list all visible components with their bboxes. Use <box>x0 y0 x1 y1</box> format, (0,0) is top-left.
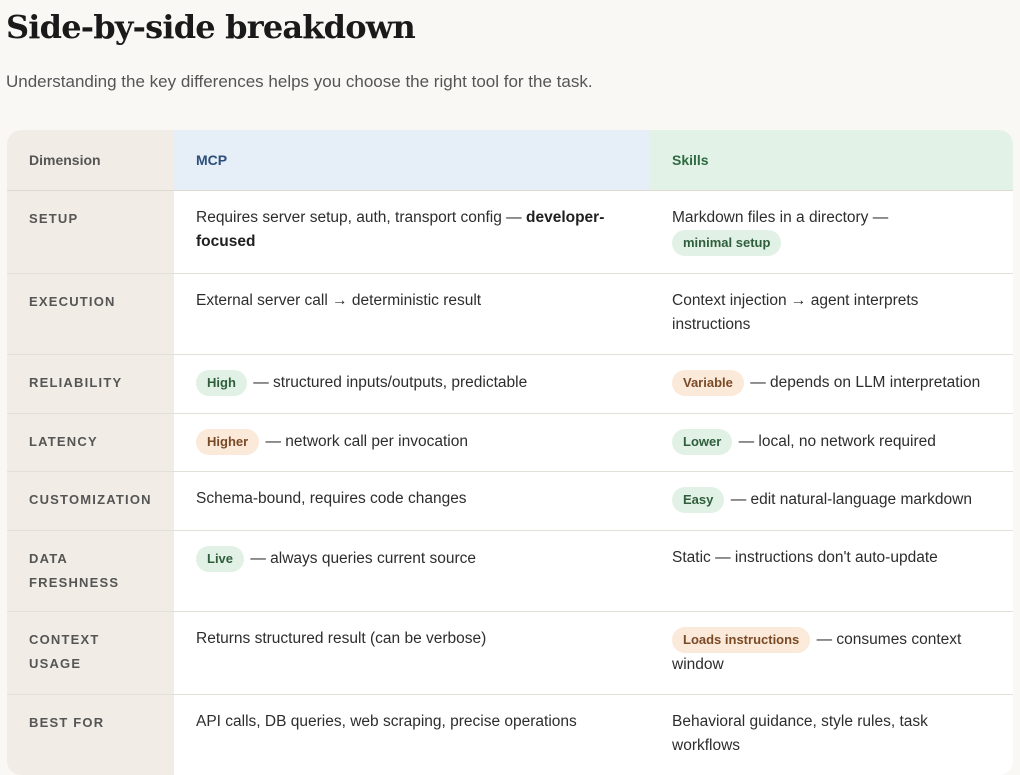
comparison-table <box>7 130 1013 775</box>
skills-cell <box>650 695 1013 775</box>
skills-cell <box>650 355 1013 414</box>
high-badge: High <box>196 370 247 396</box>
page-subtitle: Understanding the key differences helps you choose the right tool for the task. <box>6 72 593 91</box>
skills-cell <box>650 612 1013 695</box>
skills-cell <box>650 191 1013 274</box>
mcp-cell <box>174 472 650 531</box>
mcp-cell <box>174 612 650 695</box>
mcp-cell <box>174 191 650 274</box>
table-row-execution <box>7 274 1013 355</box>
cell-bold-text: developer-focused <box>196 209 605 250</box>
cell-text: — depends on LLM interpretation <box>750 374 981 392</box>
row-label: BEST FOR <box>7 695 174 775</box>
mcp-cell <box>174 531 650 612</box>
cell-text: Markdown files in a directory — <box>672 209 889 226</box>
mcp-cell <box>174 274 650 355</box>
row-label: LATENCY <box>7 414 174 472</box>
header-dimension: Dimension <box>7 130 174 191</box>
variable-badge: Variable <box>672 370 744 396</box>
cell-text: Requires server setup, auth, transport config — <box>196 209 522 226</box>
loads-instructions-badge: Loads instructions <box>672 627 810 653</box>
table-row-customization <box>7 472 1013 531</box>
skills-cell <box>650 414 1013 472</box>
table-row-latency <box>7 414 1013 472</box>
cell-text: Context injection → agent interprets instructions <box>672 292 919 333</box>
row-label: DATA FRESHNESS <box>7 531 174 612</box>
easy-badge: Easy <box>672 487 724 513</box>
table-row-context-usage <box>7 612 1013 695</box>
row-label: EXECUTION <box>7 274 174 355</box>
mcp-cell <box>174 695 650 775</box>
row-label: CUSTOMIZATION <box>7 472 174 531</box>
table-row-best-for <box>7 695 1013 775</box>
page-title: Side-by-side breakdown <box>6 8 416 46</box>
cell-text: — consumes context window <box>672 631 962 673</box>
table-row-data-freshness <box>7 531 1013 612</box>
row-label: SETUP <box>7 191 174 274</box>
table-row-reliability <box>7 355 1013 414</box>
mcp-cell <box>174 355 650 414</box>
header-skills: Skills <box>650 130 1013 191</box>
skills-cell <box>650 472 1013 531</box>
skills-cell <box>650 531 1013 612</box>
cell-text: Schema-bound, requires code changes <box>196 490 467 507</box>
mcp-cell <box>174 414 650 472</box>
lower-badge: Lower <box>672 429 732 455</box>
cell-text: API calls, DB queries, web scraping, precise operations <box>196 713 577 730</box>
cell-text: — network call per invocation <box>265 433 468 451</box>
cell-text: — structured inputs/outputs, predictable <box>253 374 528 392</box>
higher-badge: Higher <box>196 429 259 455</box>
table-row-setup <box>7 191 1013 274</box>
row-label: RELIABILITY <box>7 355 174 414</box>
table-header-row <box>7 130 1013 191</box>
cell-text: External server call → deterministic result <box>196 292 482 309</box>
live-badge: Live <box>196 546 244 572</box>
minimal-setup-badge: minimal setup <box>672 230 781 256</box>
row-label: CONTEXT USAGE <box>7 612 174 695</box>
cell-text: — edit natural-language markdown <box>730 491 972 509</box>
cell-text: Behavioral guidance, style rules, task workflows <box>672 713 928 754</box>
cell-text: — local, no network required <box>738 433 936 451</box>
header-mcp: MCP <box>174 130 650 191</box>
cell-text: — always queries current source <box>250 550 477 568</box>
cell-text: Static — instructions don't auto-update <box>672 549 938 566</box>
skills-cell <box>650 274 1013 355</box>
cell-text: Returns structured result (can be verbose) <box>196 630 487 647</box>
